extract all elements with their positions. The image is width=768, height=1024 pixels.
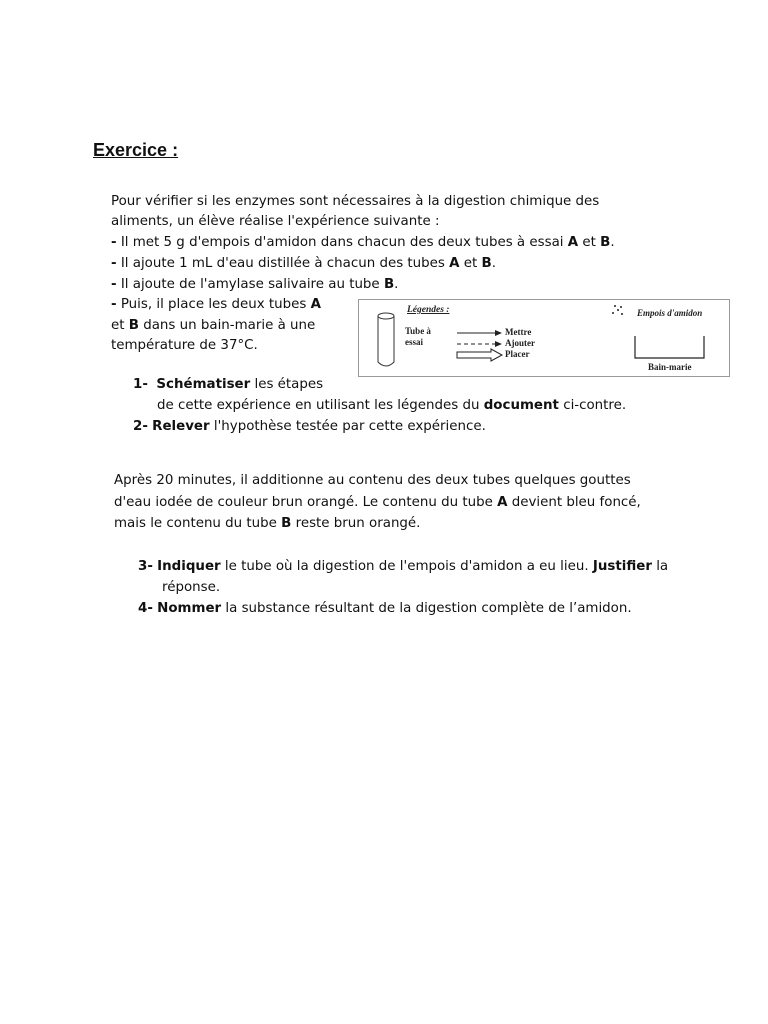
tube-label-line-2: essai	[405, 337, 423, 347]
step-2-mid: et	[459, 256, 482, 271]
tube-label-line-1: Tube à	[405, 326, 431, 336]
starch-dots-icon	[612, 305, 623, 315]
q2-number: 2-	[133, 419, 148, 434]
step-4b-text: dans un bain-marie à une	[138, 318, 316, 333]
step-3	[111, 276, 398, 294]
step-1-text: Il met 5 g d'empois d'amidon dans chacun des deux tubes à essai	[116, 235, 568, 250]
exercise-title: Exercice :	[93, 140, 179, 160]
step-3-tube-b: B	[383, 277, 395, 292]
step-4b	[111, 317, 315, 335]
ajouter-label: Ajouter	[505, 338, 535, 348]
q1-number: 1-	[133, 377, 148, 392]
result-line-2	[114, 494, 641, 512]
q1-cont-bold: document	[483, 398, 559, 413]
step-1-dash: -	[111, 235, 117, 250]
step-2-dash: -	[111, 256, 117, 271]
step-3-end: .	[394, 277, 399, 292]
step-2-tube-a: A	[449, 256, 460, 271]
question-4	[138, 600, 632, 618]
step-1	[111, 234, 615, 252]
water-bath-icon	[635, 336, 704, 358]
q4-text: la substance résultant de la digestion complète de l’amidon.	[221, 601, 632, 616]
step-4b-mid: et	[111, 318, 129, 333]
q2-text: l'hypothèse testée par cette expérience.	[209, 419, 486, 434]
step-2-end: .	[491, 256, 497, 271]
step-4a-text: Puis, il place les deux tubes	[116, 297, 311, 312]
result-line-3	[114, 515, 420, 533]
q4-number: 4-	[138, 601, 153, 616]
result-line-3-text: mais le contenu du tube	[114, 516, 282, 531]
step-2-text: Il ajoute 1 mL d'eau distillée à chacun des tubes	[116, 256, 450, 271]
solid-arrow-icon	[457, 330, 502, 336]
result-tube-b: B	[281, 516, 292, 531]
step-2-tube-b: B	[481, 256, 492, 271]
result-line-1: Après 20 minutes, il additionne au contenu des deux tubes quelques gouttes	[114, 473, 631, 488]
step-4a	[111, 296, 321, 314]
step-4a-dash: -	[111, 297, 117, 312]
question-3	[138, 558, 668, 576]
q3-text: le tube où la digestion de l'empois d'amidon a eu lieu.	[220, 559, 593, 574]
q1-cont-text: de cette expérience en utilisant les légendes du	[157, 398, 484, 413]
q3-verb-2: Justifier	[592, 559, 652, 574]
step-4b-tube-b: B	[128, 318, 139, 333]
q1-verb: Schématiser	[156, 377, 251, 392]
result-line-2-end: devient bleu foncé,	[507, 495, 641, 510]
test-tube-icon	[378, 313, 394, 366]
q3-verb: Indiquer	[157, 559, 221, 574]
result-line-3-end: reste brun orangé.	[291, 516, 421, 531]
step-1-end: .	[610, 235, 615, 250]
result-tube-a: A	[497, 495, 508, 510]
step-3-dash: -	[111, 277, 117, 292]
step-4a-tube-a: A	[310, 297, 322, 312]
legend-figure	[358, 299, 730, 377]
question-3-cont: réponse.	[162, 580, 221, 595]
q1-text: les étapes	[250, 377, 324, 392]
result-line-2-text: d'eau iodée de couleur brun orangé. Le contenu du tube	[114, 495, 498, 510]
q1-cont-end: ci-contre.	[558, 398, 627, 413]
legend-title: Légendes :	[407, 305, 450, 315]
question-1	[133, 376, 323, 394]
question-1-cont	[157, 397, 626, 415]
step-1-mid: et	[578, 235, 601, 250]
step-2	[111, 255, 496, 273]
tube-label	[405, 326, 431, 348]
intro-line-2: aliments, un élève réalise l'expérience suivante :	[111, 214, 440, 229]
question-2	[133, 418, 486, 436]
mettre-label: Mettre	[505, 327, 532, 337]
step-4c: température de 37°C.	[111, 338, 258, 353]
step-1-tube-b: B	[600, 235, 611, 250]
intro-line-1: Pour vérifier si les enzymes sont nécessaires à la digestion chimique des	[111, 194, 600, 209]
step-1-tube-a: A	[567, 235, 579, 250]
q3-number: 3-	[138, 559, 153, 574]
placer-label: Placer	[505, 349, 530, 359]
q4-verb: Nommer	[157, 601, 222, 616]
amidon-label: Empois d'amidon	[637, 308, 703, 318]
bain-marie-label: Bain-marie	[648, 362, 692, 372]
hollow-arrow-icon	[457, 349, 502, 361]
dashed-arrow-icon	[457, 341, 502, 347]
step-3-text: Il ajoute de l'amylase salivaire au tube	[116, 277, 384, 292]
q3-end: la	[651, 559, 669, 574]
q2-verb: Relever	[152, 419, 210, 434]
